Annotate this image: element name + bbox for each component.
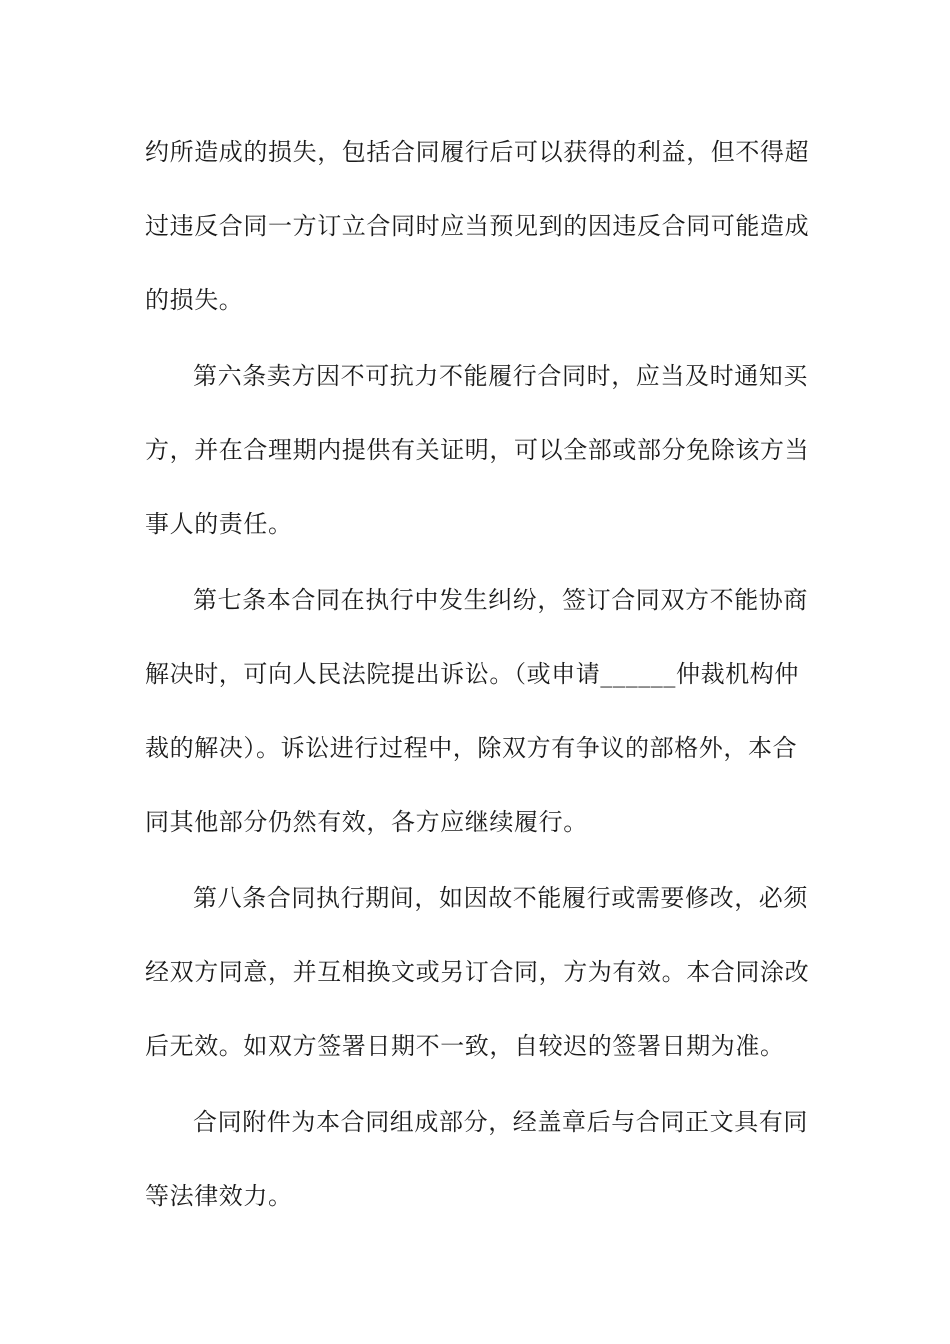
text-line: 过违反合同一方订立合同时应当预见到的因违反合同可能造成 [145, 212, 810, 240]
text-line: 事人的责任。 [145, 510, 293, 538]
paragraph-article-7-start: 第七条本合同在执行中发生纠纷，签订合同双方不能协商 [193, 586, 808, 614]
paragraph-article-6-start: 第六条卖方因不可抗力不能履行合同时，应当及时通知买 [193, 362, 808, 390]
text-line: 后无效。如双方签署日期不一致，自较迟的签署日期为准。 [145, 1032, 785, 1060]
text-line: 经双方同意，并互相换文或另订合同，方为有效。本合同涂改 [145, 958, 810, 986]
text-line: 等法律效力。 [145, 1182, 293, 1210]
text-line: 解决时，可向人民法院提出诉讼。（或申请______仲裁机构仲 [145, 660, 799, 688]
text-line: 裁的解决）。诉讼进行过程中，除双方有争议的部格外，本合 [145, 734, 798, 762]
text-line: 约所造成的损失，包括合同履行后可以获得的利益，但不得超 [145, 138, 810, 166]
paragraph-attachment-start: 合同附件为本合同组成部分，经盖章后与合同正文具有同 [193, 1108, 808, 1136]
paragraph-article-8-start: 第八条合同执行期间，如因故不能履行或需要修改，必须 [193, 884, 808, 912]
text-line: 同其他部分仍然有效，各方应继续履行。 [145, 808, 588, 836]
text-line: 方，并在合理期内提供有关证明，可以全部或部分免除该方当 [145, 436, 810, 464]
text-line: 的损失。 [145, 286, 244, 314]
